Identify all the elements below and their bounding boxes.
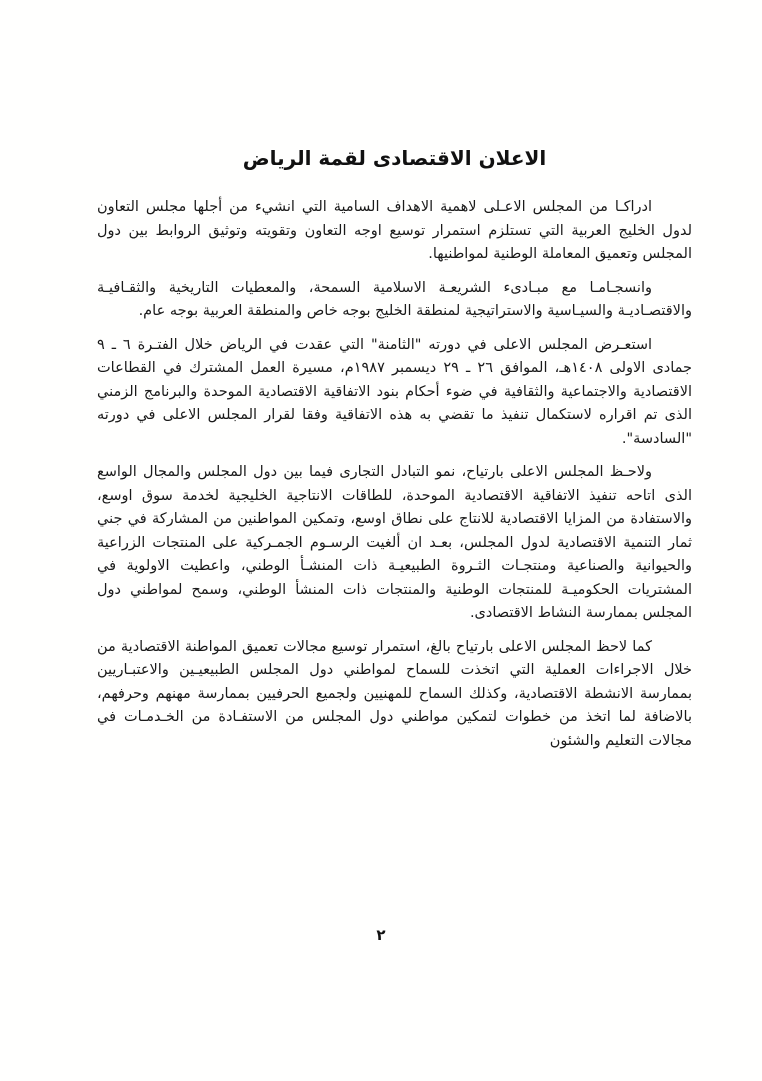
paragraph: ادراكـا من المجلس الاعـلى لاهمية الاهداف السامية التي انشيء من أجلها مجلس التعاون لدول الخليج العربية التي تستلزم استمرار توسيع اوجه التعاون وتقويته وتوثيق الروابط بين دول المجلس وتعميق المعاملة الوطنية لمواطنيها. [97,199,692,262]
paragraph: كما لاحظ المجلس الاعلى بارتياح بالغ، استمرار توسيع مجالات تعميق المواطنة الاقتصادية من خلال الاجراءات العملية التي اتخذت للسماح لمواطني دول المجلس الطبيعيـين والاعتبـاريين بممارسة الانشطة الاقتصادية، وكذلك السماح للمهنيين ولجميع الحرفيين بممارسة مهنهم وحرفهم، بالاضافة لما اتخذ من خطوات لتمكين مواطني دول المجلس من الاستفـادة من الخـدمـات في مجالات التعليم والشئون [97,638,692,749]
paragraph: استعـرض المجلس الاعلى في دورته "الثامنة" التي عقدت في الرياض خلال الفتـرة ٦ ـ ٩ جمادى الاولى ١٤٠٨هـ، الموافق ٢٦ ـ ٢٩ ديسمبر ١٩٨٧م، مسيرة العمل المشترك في القطاعات الاقتصادية والاجتماعية والثقافية في ضوء أحكام بنود الاتفاقية الاقتصادية الموحدة والبرنامج الزمني الذى تم اقراره لاستكمال تنفيذ ما تقضي به هذه الاتفاقية وفقا لقرار المجلس الاعلى في دورته "السادسة". [97,336,693,447]
paragraph: ولاحـظ المجلس الاعلى بارتياح، نمو التبادل التجارى فيما بين دول المجلس والمجال الواسع الذى اتاحه تنفيذ الاتفاقية الاقتصادية الموحدة، للطاقات الانتاجية الخليجية لخدمة سوق اوسع، والاستفادة من المزايا الاقتصادية للانتاج على نطاق اوسع، وتمكين المواطنين من المشاركة في جني ثمار التنمية الاقتصادية لدول المجلس، بعـد ان ألغيت الرسـوم الجمـركية على المنتجات الزراعية والحيوانية والصناعية ومنتجـات الثـروة الطبيعيـة ذات المنشـأ الوطني، واعطيت الاولوية في المشتريات الحكوميـة للمنتجات الوطنية والمنتجات ذات المنشأ الوطني، وسمح لمواطني دول المجلس بممارسة النشاط الاقتصادى. [97,464,692,621]
paragraph: وانسجـامـا مع مبـادىء الشريعـة الاسلامية السمحة، والمعطيات التاريخية والثقـافيـة والاقتصـاديـة والسيـاسية والاستراتيجية لمنطقة الخليج بوجه خاص والمنطقة العربية بوجه عام. [97,279,692,319]
page-title: الاعلان الاقتصادى لقمة الرياض [242,146,547,170]
page-number: ٢ [376,926,386,944]
body-text [97,196,692,763]
